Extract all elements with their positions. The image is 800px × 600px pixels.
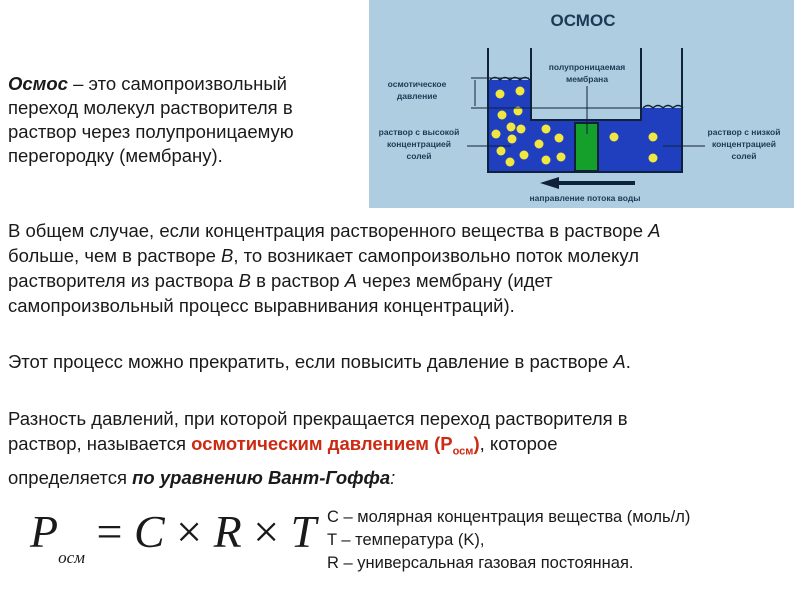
svg-text:концентрацией: концентрацией (711, 139, 777, 149)
paragraph-stop-process: Этот процесс можно прекратить, если повысить давление в растворе A. (8, 351, 631, 372)
vant-hoff-formula: $P_{осм} = C \times R \times T$ (30, 506, 317, 567)
paragraph-osmotic-pressure: Разность давлений, при которой прекращается переход растворителя в раствор, называется осмотическим давлением $(P_{осм})$, которое определяется по уравнению Вант-Гоффа: (8, 408, 628, 488)
svg-text:концентрацией: концентрацией (386, 139, 452, 149)
legend-c: C – молярная концентрация вещества (моль/л) (327, 508, 691, 526)
paragraph-general-case: В общем случае, если концентрация растворенного вещества в растворе A больше, чем в растворе B, то возникает самопроизвольно поток молекул растворителя из раствора B в раствор A через мембрану (идет самопроизвольный процесс выравнивания концентраций). (8, 220, 661, 316)
osmosis-diagram (369, 0, 794, 208)
vant-hoff-term: по уравнению Вант-Гоффа (132, 466, 391, 488)
svg-text:полупроницаемая: полупроницаемая (548, 62, 626, 72)
svg-text:солей: солей (406, 151, 432, 161)
term-osmosis: Осмос (8, 73, 68, 94)
formula-legend (327, 506, 690, 575)
svg-text:направление потока воды: направление потока воды (529, 193, 641, 203)
svg-text:раствор с высокой: раствор с высокой (378, 127, 460, 137)
svg-text:мембрана: мембрана (565, 74, 609, 84)
osmosis-definition: Осмос – это самопроизвольный переход молекул растворителя в раствор через полупроницаемую перегородку (мембрану). (8, 73, 294, 166)
svg-text:давление: давление (396, 91, 438, 101)
svg-text:ОСМОС: ОСМОС (550, 11, 616, 30)
svg-text:осмотическое: осмотическое (387, 79, 447, 89)
legend-t: T – температура (K), (327, 531, 485, 549)
svg-text:солей: солей (731, 151, 757, 161)
legend-r: R – универсальная газовая постоянная. (327, 554, 634, 572)
svg-text:раствор с низкой: раствор с низкой (707, 127, 781, 137)
osmosis-illustration (369, 0, 794, 208)
osmotic-pressure-term: осмотическим давлением $(P_{осм})$ (191, 433, 480, 458)
